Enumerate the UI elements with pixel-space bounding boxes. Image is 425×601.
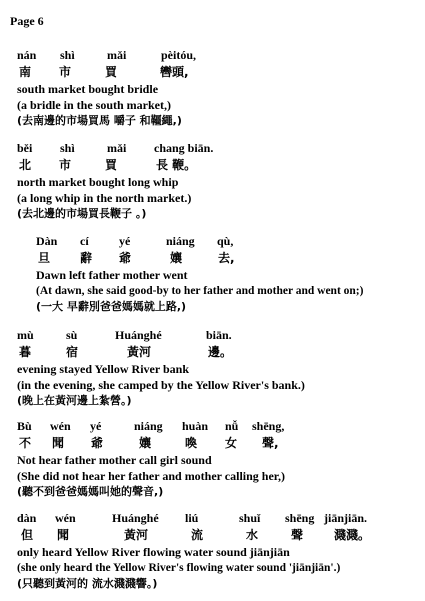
hanzi-word: 黃河	[127, 345, 152, 359]
hanzi-word: 南	[19, 65, 32, 79]
pinyin-word: wén	[55, 511, 76, 525]
pinyin-word: mǎi	[107, 141, 127, 155]
hanzi-word: 市	[59, 65, 72, 79]
hanzi-word: 孃	[170, 251, 183, 265]
pinyin-word: mù	[17, 328, 34, 342]
chinese-translation-text: (一大 早辭別爸爸媽媽就上路,)	[36, 300, 187, 313]
gloss-text: Dawn left father mother went	[36, 268, 188, 282]
chinese-translation-text: (聽不到爸爸媽媽叫她的聲音,)	[17, 485, 164, 498]
hanzi-word: 辭	[80, 251, 93, 265]
pinyin-word: niáng	[166, 234, 195, 248]
gloss-text: evening stayed Yellow River bank	[17, 362, 190, 376]
hanzi-word: 市	[59, 158, 72, 172]
hanzi-word: 旦	[38, 251, 51, 265]
pinyin-word: Bù	[17, 419, 32, 433]
pinyin-word: nǚ	[225, 419, 239, 433]
pinyin-word: yé	[90, 419, 102, 433]
pinyin-word: Dàn	[36, 234, 58, 248]
translation-text: (At dawn, she said good-by to her father and mother and went on;)	[36, 285, 364, 297]
pinyin-word: huàn	[182, 419, 209, 433]
pinyin-word: pèitóu,	[161, 48, 197, 62]
hanzi-word: 喚	[185, 436, 198, 450]
hanzi-word: 聞	[57, 528, 70, 542]
hanzi-word: 買	[105, 158, 118, 172]
chinese-translation-text: (去北邊的市場買長鞭子 。)	[17, 207, 147, 220]
hanzi-word: 不	[19, 436, 32, 450]
hanzi-word: 暮	[19, 345, 32, 359]
translation-text: (she only heard the Yellow River's flowing water sound 'jiānjiān'.)	[17, 562, 341, 574]
pinyin-word: shì	[60, 48, 75, 62]
pinyin-word: cí	[80, 234, 89, 248]
hanzi-word: 水	[246, 528, 259, 542]
hanzi-word: 孃	[139, 436, 152, 450]
pinyin-word: qù,	[217, 234, 234, 248]
pinyin-word: běi	[17, 141, 33, 155]
pinyin-word: jiānjiān.	[324, 511, 368, 525]
pinyin-word: yé	[119, 234, 131, 248]
pinyin-word: liú	[185, 511, 199, 525]
pinyin-word: wén	[50, 419, 71, 433]
chinese-translation-text: (只聽到黃河的 流水濺濺響。)	[17, 577, 158, 590]
pinyin-word: nán	[17, 48, 37, 62]
chinese-translation-text: (去南邊的市場買馬 嚼子 和韁繩,)	[17, 114, 182, 127]
gloss-text: south market bought bridle	[17, 82, 159, 96]
hanzi-word: 爺	[119, 251, 132, 265]
translation-text: (a long whip in the north market.)	[17, 191, 192, 205]
chinese-translation-text: (晚上在黃河邊上紮營。)	[17, 394, 132, 407]
pinyin-word: biān.	[206, 328, 232, 342]
translation-text: (She did not hear her father and mother calling her,)	[17, 469, 286, 483]
translation-text: (a bridle in the south market,)	[17, 98, 171, 112]
pinyin-word: niáng	[134, 419, 163, 433]
pinyin-word: shuǐ	[239, 511, 261, 525]
pinyin-word: Huánghé	[115, 328, 162, 342]
hanzi-word: 爺	[91, 436, 104, 450]
pinyin-word: shēng	[285, 511, 315, 525]
pinyin-word: chang biān.	[154, 141, 214, 155]
pinyin-word: Huánghé	[112, 511, 159, 525]
hanzi-word: 北	[19, 158, 32, 172]
hanzi-word: 邊。	[208, 345, 233, 359]
pinyin-word: dàn	[17, 511, 37, 525]
hanzi-word: 聞	[52, 436, 65, 450]
page-label: Page 6	[10, 14, 44, 28]
hanzi-word: 濺濺。	[334, 528, 371, 542]
pinyin-word: mǎi	[107, 48, 127, 62]
hanzi-word: 宿	[66, 345, 79, 359]
hanzi-word: 去,	[218, 251, 235, 265]
hanzi-word: 長 鞭。	[156, 158, 197, 172]
pinyin-word: sù	[66, 328, 78, 342]
hanzi-word: 黃河	[124, 528, 149, 542]
hanzi-word: 聲	[291, 528, 304, 542]
pinyin-word: shēng,	[252, 419, 285, 433]
hanzi-word: 但	[21, 528, 34, 542]
hanzi-word: 聲,	[262, 436, 279, 450]
hanzi-word: 流	[191, 528, 204, 542]
translation-text: (in the evening, she camped by the Yellow River's bank.)	[17, 378, 305, 392]
hanzi-word: 轡頭,	[160, 65, 189, 79]
pinyin-word: shì	[60, 141, 75, 155]
gloss-text: Not hear father mother call girl sound	[17, 453, 212, 467]
hanzi-word: 買	[105, 65, 118, 79]
hanzi-word: 女	[225, 436, 238, 450]
gloss-text: north market bought long whip	[17, 175, 179, 189]
gloss-text: only heard Yellow River flowing water sound jiānjiān	[17, 545, 290, 559]
